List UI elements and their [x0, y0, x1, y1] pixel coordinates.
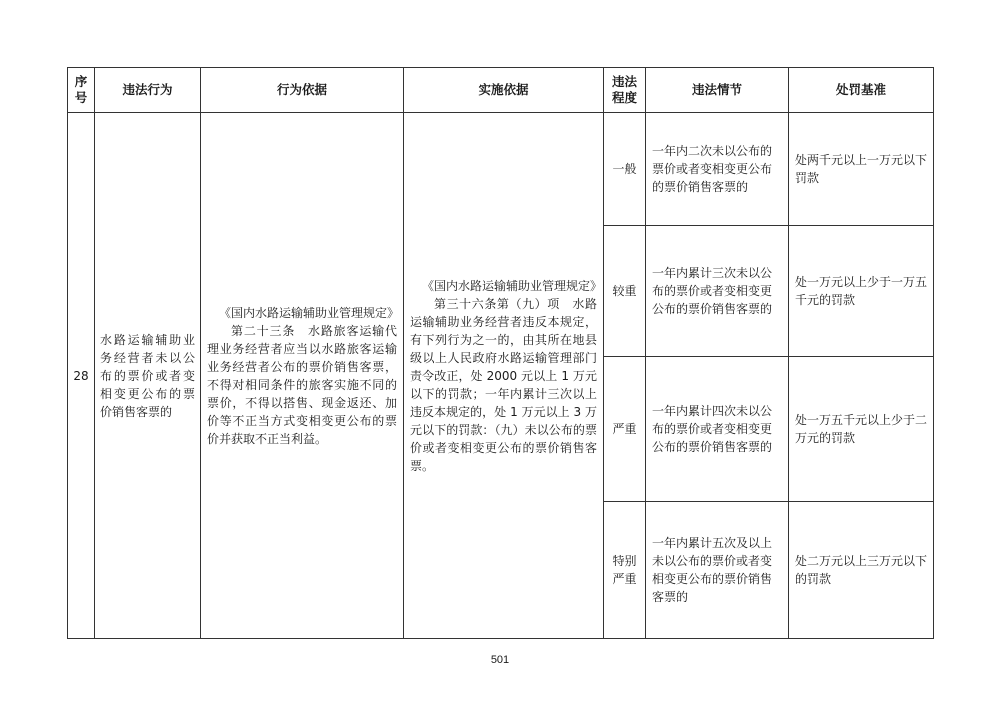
header-circumstance: 违法情节 [646, 68, 789, 113]
enforcement-title: 《国内水路运输辅助业管理规定》 [422, 278, 603, 293]
record-behavior: 水路运输辅助业务经营者未以公布的票价或者变相变更公布的票价销售客票的 [95, 113, 201, 639]
degree-cell: 一般 [604, 113, 646, 226]
table-row [68, 113, 934, 226]
record-enforcement [404, 113, 604, 639]
header-row [68, 68, 934, 113]
circumstance-cell: 一年内累计四次未以公布的票价或者变相变更公布的票价销售客票的 [646, 357, 789, 502]
record-seq: 28 [68, 113, 95, 639]
header-degree: 违法程度 [604, 68, 646, 113]
standard-cell: 处一万元以上少于一万五千元的罚款 [789, 226, 934, 357]
record-basis [201, 113, 404, 639]
enforcement-text: 第三十六条第（九）项 水路运输辅助业务经营者违反本规定，有下列行为之一的，由其所在地县级以上人民政府水路运输管理部门责令改正，处 2000 元以上 1 万元以下的罚款；一年内累计三次以上违反本规定的，处 1 万元以上 3 万元以下的罚款：（九）未以公布的票价或者变相变更公布的票价销售客票。 [410, 296, 597, 473]
header-behavior: 违法行为 [95, 68, 201, 113]
header-standard: 处罚基准 [789, 68, 934, 113]
degree-cell: 较重 [604, 226, 646, 357]
standard-cell: 处两千元以上一万元以下罚款 [789, 113, 934, 226]
circumstance-cell: 一年内二次未以公布的票价或者变相变更公布的票价销售客票的 [646, 113, 789, 226]
degree-cell: 严重 [604, 357, 646, 502]
penalty-standard-table [67, 67, 934, 639]
header-basis: 行为依据 [201, 68, 404, 113]
basis-text: 第二十三条 水路旅客运输代理业务经营者应当以水路旅客运输业务经营者公布的票价销售客票，不得对相同条件的旅客实施不同的票价，不得以搭售、现金返还、加价等不正当方式变相变更公布的票价并获取不正当利益。 [207, 323, 397, 446]
circumstance-cell: 一年内累计三次未以公布的票价或者变相变更公布的票价销售客票的 [646, 226, 789, 357]
standard-cell: 处二万元以上三万元以下的罚款 [789, 502, 934, 639]
basis-title: 《国内水路运输辅助业管理规定》 [219, 305, 400, 320]
page-number: 501 [490, 654, 510, 666]
circumstance-cell: 一年内累计五次及以上未以公布的票价或者变相变更公布的票价销售客票的 [646, 502, 789, 639]
header-enforcement: 实施依据 [404, 68, 604, 113]
standard-cell: 处一万五千元以上少于二万元的罚款 [789, 357, 934, 502]
header-seq: 序号 [68, 68, 95, 113]
degree-cell: 特别严重 [604, 502, 646, 639]
